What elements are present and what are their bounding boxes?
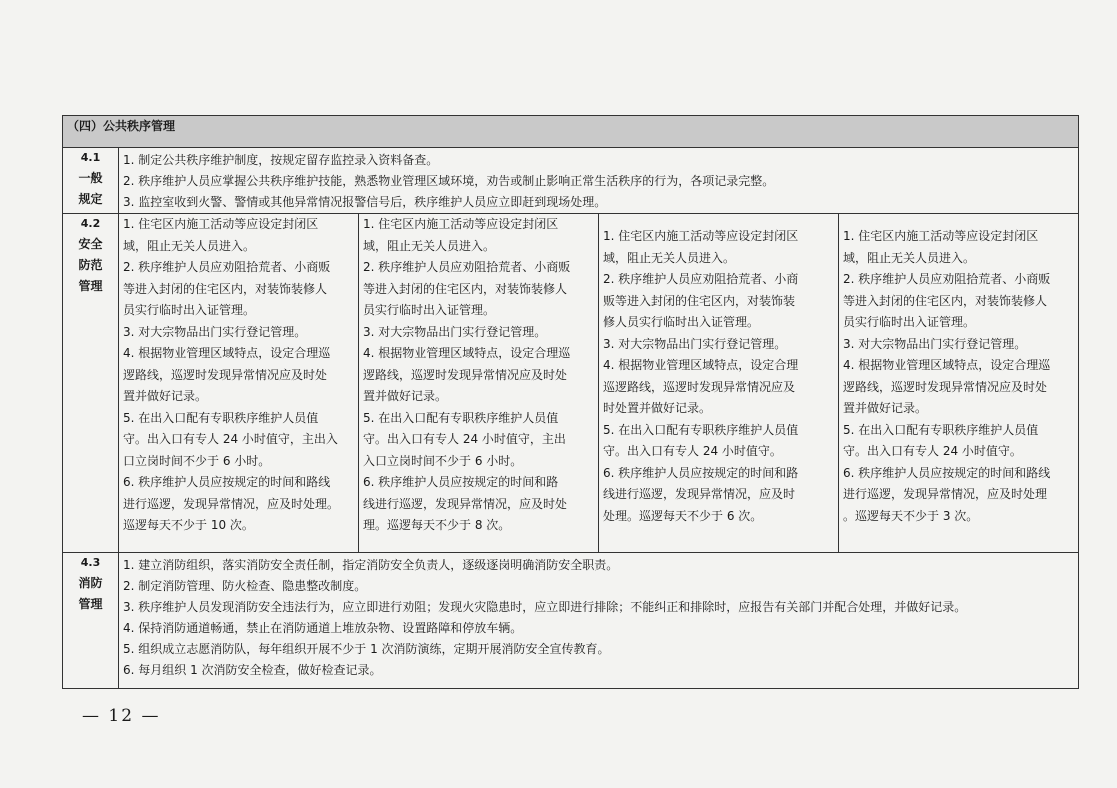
- security-rule-line: 1. 住宅区内施工活动等应设定封闭区: [603, 229, 799, 243]
- row-label-security: [63, 214, 119, 553]
- standards-table: [62, 115, 1079, 689]
- row-label-text: 规定: [78, 192, 103, 206]
- security-rule-line: 线进行巡逻，发现异常情况，应及时: [603, 487, 796, 501]
- row-label-fire: [63, 553, 119, 689]
- security-rule-line: 守。出入口有专人 24 小时值守，主出入: [123, 432, 338, 446]
- row-label-text: 防范: [78, 258, 103, 272]
- rule-item: 1. 制定公共秩序维护制度，按规定留存监控录入资料备查。: [123, 153, 439, 167]
- security-rule-line: 3. 对大宗物品出门实行登记管理。: [123, 324, 307, 339]
- row-number: 4.1: [80, 151, 101, 164]
- level-column-2: [359, 214, 599, 553]
- security-rule-line: 巡逻路线，巡逻时发现异常情况应及: [603, 379, 796, 394]
- security-rule-line: 时处置并做好记录。: [603, 401, 712, 415]
- row-number: 4.3: [80, 556, 101, 569]
- security-rule-line: 1. 住宅区内施工活动等应设定封闭区: [123, 217, 319, 231]
- security-rule-line: 5. 在出入口配有专职秩序维护人员值: [123, 410, 319, 425]
- security-rule-line: 理。巡逻每天不少于 8 次。: [363, 518, 511, 532]
- security-rule-line: 入口立岗时间不少于 6 小时。: [363, 453, 523, 468]
- security-rule-line: 1. 住宅区内施工活动等应设定封闭区: [363, 217, 559, 231]
- level-column-4: [839, 214, 1079, 553]
- security-rule-line: 员实行临时出入证管理。: [843, 315, 976, 329]
- security-rule-line: 贩等进入封闭的住宅区内，对装饰装: [603, 293, 796, 308]
- security-rule-line: 员实行临时出入证管理。: [123, 303, 256, 317]
- security-rule-line: 5. 在出入口配有专职秩序维护人员值: [603, 422, 799, 437]
- rule-item: 2. 制定消防管理、防火检查、隐患整改制度。: [123, 579, 367, 593]
- row-label-text: 管理: [78, 279, 103, 293]
- security-rule-line: 逻路线，巡逻时发现异常情况应及时处: [123, 367, 328, 382]
- security-rule-line: 4. 根据物业管理区域特点，设定合理: [603, 358, 799, 372]
- security-rule-line: 域，阻止无关人员进入。: [363, 238, 496, 253]
- security-rule-line: 2. 秩序维护人员应劝阻拾荒者、小商: [603, 272, 799, 286]
- row-label-text: 安全: [78, 237, 103, 251]
- security-rule-line: 逻路线，巡逻时发现异常情况应及时处: [363, 367, 568, 382]
- security-rule-line: 4. 根据物业管理区域特点，设定合理巡: [123, 346, 331, 360]
- rule-item: 5. 组织成立志愿消防队，每年组织开展不少于 1 次消防演练，定期开展消防安全宣传教育。: [123, 642, 610, 656]
- security-rule-line: 守。出入口有专人 24 小时值守，主出: [363, 432, 566, 446]
- security-rule-line: 守。出入口有专人 24 小时值守。: [603, 444, 782, 458]
- security-rule-line: 守。出入口有专人 24 小时值守。: [843, 444, 1022, 458]
- security-rule-line: 进行巡逻，发现异常情况，应及时处理。: [123, 496, 340, 511]
- security-rule-line: 4. 根据物业管理区域特点，设定合理巡: [363, 346, 571, 360]
- rule-item: 6. 每月组织 1 次消防安全检查，做好检查记录。: [123, 663, 382, 677]
- security-rule-line: 。巡逻每天不少于 3 次。: [843, 508, 979, 523]
- level-column-1: [119, 214, 359, 553]
- security-rule-line: 域，阻止无关人员进入。: [603, 250, 736, 265]
- page-number: — 12 —: [82, 706, 161, 726]
- section-header-row: [63, 116, 1079, 148]
- security-rule-line: 等进入封闭的住宅区内，对装饰装修人: [843, 293, 1048, 308]
- general-rules-content: [119, 148, 1079, 214]
- security-rule-line: 3. 对大宗物品出门实行登记管理。: [603, 336, 787, 351]
- rule-item: 3. 秩序维护人员发现消防安全违法行为，应立即进行劝阻；发现火灾隐患时，应立即进行排除；不能纠正和排除时，应报告有关部门并配合处理，并做好记录。: [123, 600, 967, 614]
- security-rule-line: 线进行巡逻，发现异常情况，应及时处: [363, 496, 568, 511]
- security-rule-line: 等进入封闭的住宅区内，对装饰装修人: [123, 281, 328, 296]
- row-fire-management: [63, 553, 1079, 689]
- security-rule-line: 2. 秩序维护人员应劝阻拾荒者、小商贩: [363, 260, 571, 274]
- security-rule-line: 口立岗时间不少于 6 小时。: [123, 453, 271, 468]
- security-rule-line: 域，阻止无关人员进入。: [843, 250, 976, 265]
- security-rule-line: 等进入封闭的住宅区内，对装饰装修人: [363, 281, 568, 296]
- row-general-rules: [63, 148, 1079, 214]
- security-rule-line: 6. 秩序维护人员应按规定的时间和路线: [843, 465, 1051, 480]
- rule-item: 4. 保持消防通道畅通，禁止在消防通道上堆放杂物、设置路障和停放车辆。: [123, 621, 523, 635]
- security-rule-line: 5. 在出入口配有专职秩序维护人员值: [843, 422, 1039, 437]
- security-rule-line: 3. 对大宗物品出门实行登记管理。: [363, 324, 547, 339]
- security-rule-line: 6. 秩序维护人员应按规定的时间和路: [363, 475, 559, 489]
- security-rule-line: 2. 秩序维护人员应劝阻拾荒者、小商贩: [843, 272, 1051, 286]
- row-label-text: 一般: [78, 171, 103, 185]
- section-title: （四）公共秩序管理: [63, 116, 1079, 148]
- row-label-text: 消防: [78, 576, 103, 590]
- security-rule-line: 6. 秩序维护人员应按规定的时间和路: [603, 465, 799, 480]
- security-rule-line: 修人员实行临时出入证管理。: [603, 315, 760, 329]
- row-security-management: [63, 214, 1079, 553]
- rule-item: 2. 秩序维护人员应掌握公共秩序维护技能，熟悉物业管理区域环境，劝告或制止影响正常生活秩序的行为，各项记录完整。: [123, 174, 775, 188]
- security-rule-line: 巡逻每天不少于 10 次。: [123, 518, 254, 532]
- row-number: 4.2: [80, 217, 101, 230]
- security-rule-line: 6. 秩序维护人员应按规定的时间和路线: [123, 475, 331, 489]
- security-rule-line: 置并做好记录。: [123, 389, 208, 403]
- security-rule-line: 处理。巡逻每天不少于 6 次。: [603, 508, 763, 523]
- security-rule-line: 5. 在出入口配有专职秩序维护人员值: [363, 410, 559, 425]
- security-rule-line: 4. 根据物业管理区域特点，设定合理巡: [843, 358, 1051, 372]
- row-label-general: [63, 148, 119, 214]
- security-rule-line: 域，阻止无关人员进入。: [123, 238, 256, 253]
- security-rule-line: 1. 住宅区内施工活动等应设定封闭区: [843, 229, 1039, 243]
- security-rule-line: 置并做好记录。: [363, 389, 448, 403]
- level-column-3: [599, 214, 839, 553]
- security-rule-line: 员实行临时出入证管理。: [363, 303, 496, 317]
- rule-item: 1. 建立消防组织，落实消防安全责任制，指定消防安全负责人，逐级逐岗明确消防安全职责。: [123, 558, 619, 572]
- security-rule-line: 进行巡逻，发现异常情况，应及时处理: [843, 487, 1048, 501]
- security-rule-line: 逻路线，巡逻时发现异常情况应及时处: [843, 379, 1048, 394]
- fire-management-content: [119, 553, 1079, 689]
- row-label-text: 管理: [78, 597, 103, 611]
- security-rule-line: 3. 对大宗物品出门实行登记管理。: [843, 336, 1027, 351]
- security-rule-line: 置并做好记录。: [843, 401, 928, 415]
- rule-item: 3. 监控室收到火警、警情或其他异常情况报警信号后，秩序维护人员应立即赶到现场处理。: [123, 195, 607, 209]
- security-rule-line: 2. 秩序维护人员应劝阻拾荒者、小商贩: [123, 260, 331, 274]
